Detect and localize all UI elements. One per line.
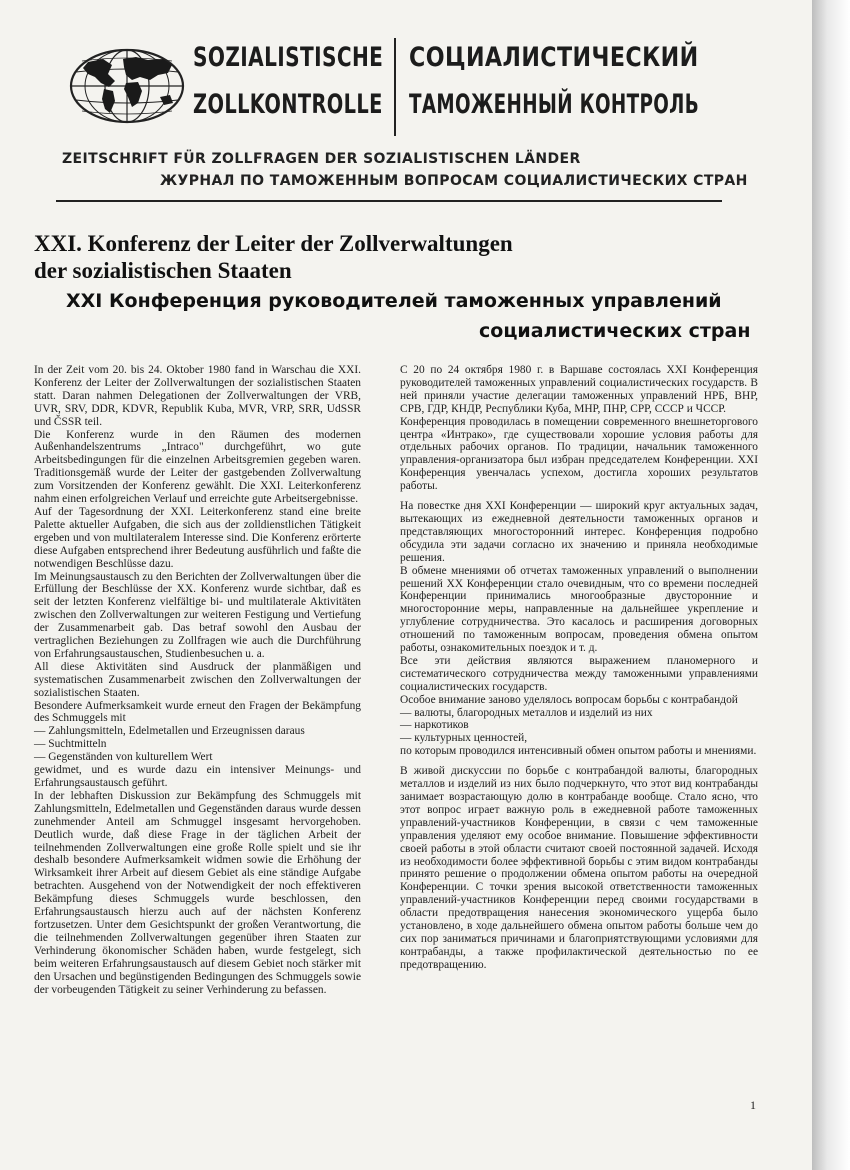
heading-ru-line2: социалистических стран [479,320,751,342]
masthead-title-ru-line1: СОЦИАЛИСТИЧЕСКИЙ [409,42,699,73]
paragraph: Все эти действия являются выражением планомерного и систематического сотрудничества между таможенными управлениями социалистических государств. [400,654,758,693]
article-column-ru [400,364,758,972]
masthead-title-de-line1: SOZIALISTISCHE [193,42,384,73]
list-item: — Gegenständen von kulturellem Wert [34,751,213,764]
paragraph: На повестке дня XXI Конференции — широкий круг актуальных задач, вытекающих из ежедневной деятельности таможенных органов и представляющих многосторонний интерес. Конференция подробно обсудила эти задачи согласно их значению и приняла необходимые решения. [400,500,758,564]
list-item: — наркотиков [400,719,469,732]
masthead-title-ru-line2: ТАМОЖЕННЫЙ КОНТРОЛЬ [409,89,700,120]
paragraph: All diese Aktivitäten sind Ausdruck der planmäßigen und systematischen Zusammenarbeit zwischen den Zollverwaltungen der sozialistischen Staaten. [34,660,361,699]
list-item: — Suchtmitteln [34,738,107,751]
paragraph: В обмене мнениями об отчетах таможенных управлений о выполнении решений XX Конференции стало очевидным, что со времени последней Конференции принимались многообразные двусторонние и многосторонние меры, направленные на дальнейшее укрепление и углубление сотрудничества. Это касалось и расширения договорных отношений по таможенным вопросам, проведения обмена опытом работы, ознакомительных поездок и т. д. [400,564,758,655]
article-column-de [34,364,361,996]
paragraph: Im Meinungsaustausch zu den Berichten der Zollverwaltungen über die Erfüllung der Beschlüsse der XX. Konferenz wurde sichtbar, daß es seit der letzten Konferenz vielfältige bi- und multilaterale Aktivitäten zwischen den Zollverwaltungen zur weiteren Festigung und Vertiefung der Zusammenarbeit gab. Das betraf sowohl den Ausbau der vertraglichen Beziehungen zu Zollfragen wie auch die Durchführung von Erfahrungsaustauschen, Studienbesuchen u. a. [34,570,361,660]
paragraph: В живой дискуссии по борьбе с контрабандой валюты, благородных металлов и изделий из них было подчеркнуто, что этот вид контрабанды занимает возрастающую долю в контрабанде вообще. Стало ясно, что этот вопрос играет важную роль в ежедневной работе таможенных управлений-участников Конференции, в связи с чем таможенные управления уделяют ему особое внимание. Повышение эффективности своей работы в этой области считают своей постоянной задачей. Исходя из необходимости более эффективной борьбы с этим видом контрабанды принято решение о продолжении обмена опытом работы на очередной Конференции. С точки зрения высокой ответственности таможенных управлений-участников Конференции перед своими государствами в области предотвращения нанесения экономического ущерба было установлено, в ходе дальнейшего обмена опытом работы больше чем до сих пор заниматься причинами и благоприятствующими условиями для контрабанды, а также профилактической деятельностью по ее предотвращению. [400,765,758,971]
list-item: — Zahlungsmitteln, Edelmetallen und Erzeugnissen daraus [34,725,305,738]
paragraph: gewidmet, und es wurde dazu ein intensiver Meinungs- und Erfahrungsaustausch geführt. [34,764,361,789]
paragraph: In der Zeit vom 20. bis 24. Oktober 1980 fand in Warschau die XXI. Konferenz der Leiter der Zollverwaltungen der sozialistischen Staaten statt. Daran nahmen Delegationen der Zollverwaltungen der VRB, UVR, SRV, DDR, KDVR, Republik Kuba, MVR, VRP, SRR, UdSSR und ČSSR teil. [34,364,361,428]
globe-logo-icon [68,47,186,125]
masthead-title-de-line2: ZOLLKONTROLLE [193,89,383,120]
masthead-divider [394,38,396,136]
page-number: 1 [750,1098,756,1112]
paragraph: Die Konferenz wurde in den Räumen des modernen Außenhandelszentrums „Intraco" durchgeführt, wo gute Arbeitsbedingungen für die einzelnen Arbeitsgremien gegeben waren. Traditionsgemäß wurde der Leiter der gastgebenden Zollverwaltung zum Vorsitzenden der Konferenz gewählt. Die XXI. Leiterkonferenz nahm einen erfolgreichen Verlauf und erreichte gute Arbeitsergebnisse. [34,428,361,506]
subtitle-de: ZEITSCHRIFT FÜR ZOLLFRAGEN DER SOZIALISTISCHEN LÄNDER [62,151,581,167]
subtitle-ru: ЖУРНАЛ ПО ТАМОЖЕННЫМ ВОПРОСАМ СОЦИАЛИСТИЧЕСКИХ СТРАН [160,173,748,189]
masthead-rule [56,200,722,202]
heading-de-line2: der sozialistischen Staaten [34,258,292,283]
heading-de-line1: XXI. Konferenz der Leiter der Zollverwaltungen [34,231,513,256]
list-item: — валюты, благородных металлов и изделий из них [400,706,653,719]
paragraph: Особое внимание заново уделялось вопросам борьбы с контрабандой [400,693,738,706]
scanner-edge [812,0,850,1170]
paragraph: In der lebhaften Diskussion zur Bekämpfung des Schmuggels mit Zahlungsmitteln, Edelmetallen und Gegenständen daraus wurde dessen zunehmender Anteil am Schmuggel insgesamt hervorgehoben. Deutlich wurde, daß diese Frage in der täglichen Arbeit der teilnehmenden Zollverwaltungen eine große Rolle spielt und sie ihr deshalb besondere Aufmerksamkeit widmen sowie die Erhöhung der Wirksamkeit ihrer Arbeit auf diesem Gebiet als eine ständige Aufgabe betrachten. Ausgehend von der Notwendigkeit der noch effektiveren Bekämpfung dieses Schmuggels wurde beschlossen, den Erfahrungsaustausch hierzu auch auf der nächsten Konferenz fortzusetzen. Unter dem Gesichtspunkt der großen Verantwortung, die die teilnehmenden Zollverwaltungen gegenüber ihren Staaten zur Verhinderung ökonomischer Schäden haben, wurde festgelegt, sich beim weiteren Erfahrungsaustausch auf diesem Gebiet noch stärker mit den Ursachen und begünstigenden Bedingungen des Schmuggels sowie der vorbeugenden Tätigkeit zu seiner Verhinderung zu befassen. [34,789,361,996]
paragraph: Конференция проводилась в помещении современного внешнеторгового центра «Интрако», где существовали хорошие условия работы для отдельных рабочих органов. По традиции, начальник таможенного управления-организатора был избран председателем Конференции. XXI Конференция увенчалась успехом, достигла хороших результатов работы. [400,415,758,493]
heading-ru-line1: XXI Конференция руководителей таможенных управлений [66,290,722,312]
paragraph: С 20 по 24 октября 1980 г. в Варшаве состоялась XXI Конференция руководителей таможенных управлений социалистических государств. В ней приняли участие делегации таможенных управлений НРБ, ВНР, СРВ, ГДР, КНДР, Республики Куба, МНР, ПНР, СРР, СССР и ЧССР. [400,364,758,415]
list-item: — культурных ценностей, [400,732,528,745]
paragraph: по которым проводился интенсивный обмен опытом работы и мнениями. [400,745,757,758]
paragraph: Auf der Tagesordnung der XXI. Leiterkonferenz stand eine breite Palette aktueller Aufgaben, die sich aus der zolldienstlichen Tätigkeit ergeben und von multilateralem Interesse sind. Die Konferenz erörterte diese Aufgaben entsprechend ihrer Bedeutung ausführlich und faßte die notwendigen Beschlüsse dazu. [34,505,361,570]
paragraph: Besondere Aufmerksamkeit wurde erneut den Fragen der Bekämpfung des Schmuggels mit [34,699,361,725]
